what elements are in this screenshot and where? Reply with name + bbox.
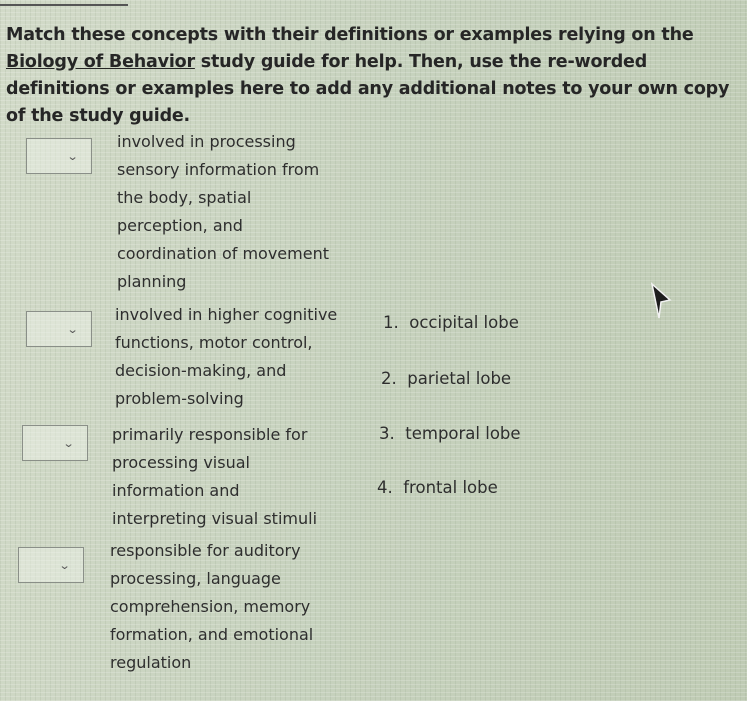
option-2 <box>381 369 511 388</box>
definition-1: involved in processing sensory information from the body, spatial perception, and coordination of movement planning <box>117 132 329 291</box>
match-select-4[interactable] <box>18 547 84 583</box>
match-select-2[interactable] <box>26 311 92 347</box>
chevron-down-icon: ⌄ <box>58 559 71 572</box>
mouse-cursor-icon <box>642 282 672 322</box>
option-label: frontal lobe <box>403 478 498 497</box>
top-divider <box>0 0 128 6</box>
definition-2: involved in higher cognitive functions, motor control, decision-making, and problem-solving <box>115 305 338 408</box>
match-select-1[interactable] <box>26 138 92 174</box>
option-number: 4. <box>377 478 393 497</box>
option-number: 2. <box>381 369 397 388</box>
instructions-text <box>6 22 734 130</box>
option-1 <box>383 313 519 332</box>
definition-3: primarily responsible for processing visual information and interpreting visual stimuli <box>112 425 318 528</box>
option-3 <box>379 424 521 443</box>
instructions-part-1: Match these concepts with their definitions or examples relying on the <box>6 25 694 45</box>
match-select-3[interactable] <box>22 425 88 461</box>
option-number: 1. <box>383 313 399 332</box>
instructions-part-2: study guide for help. Then, use the re-worded definitions or examples here to add any additional notes to your own copy of the study guide. <box>6 52 730 126</box>
option-number: 3. <box>379 424 395 443</box>
chevron-down-icon: ⌄ <box>62 437 75 450</box>
book-title: Biology of Behavior <box>6 52 195 72</box>
option-label: parietal lobe <box>407 369 512 388</box>
option-label: temporal lobe <box>405 424 521 443</box>
chevron-down-icon: ⌄ <box>66 323 79 336</box>
option-label: occipital lobe <box>409 313 519 332</box>
option-4 <box>377 478 498 497</box>
chevron-down-icon: ⌄ <box>66 150 79 163</box>
definition-4: responsible for auditory processing, language comprehension, memory formation, and emotional regulation <box>110 541 314 672</box>
